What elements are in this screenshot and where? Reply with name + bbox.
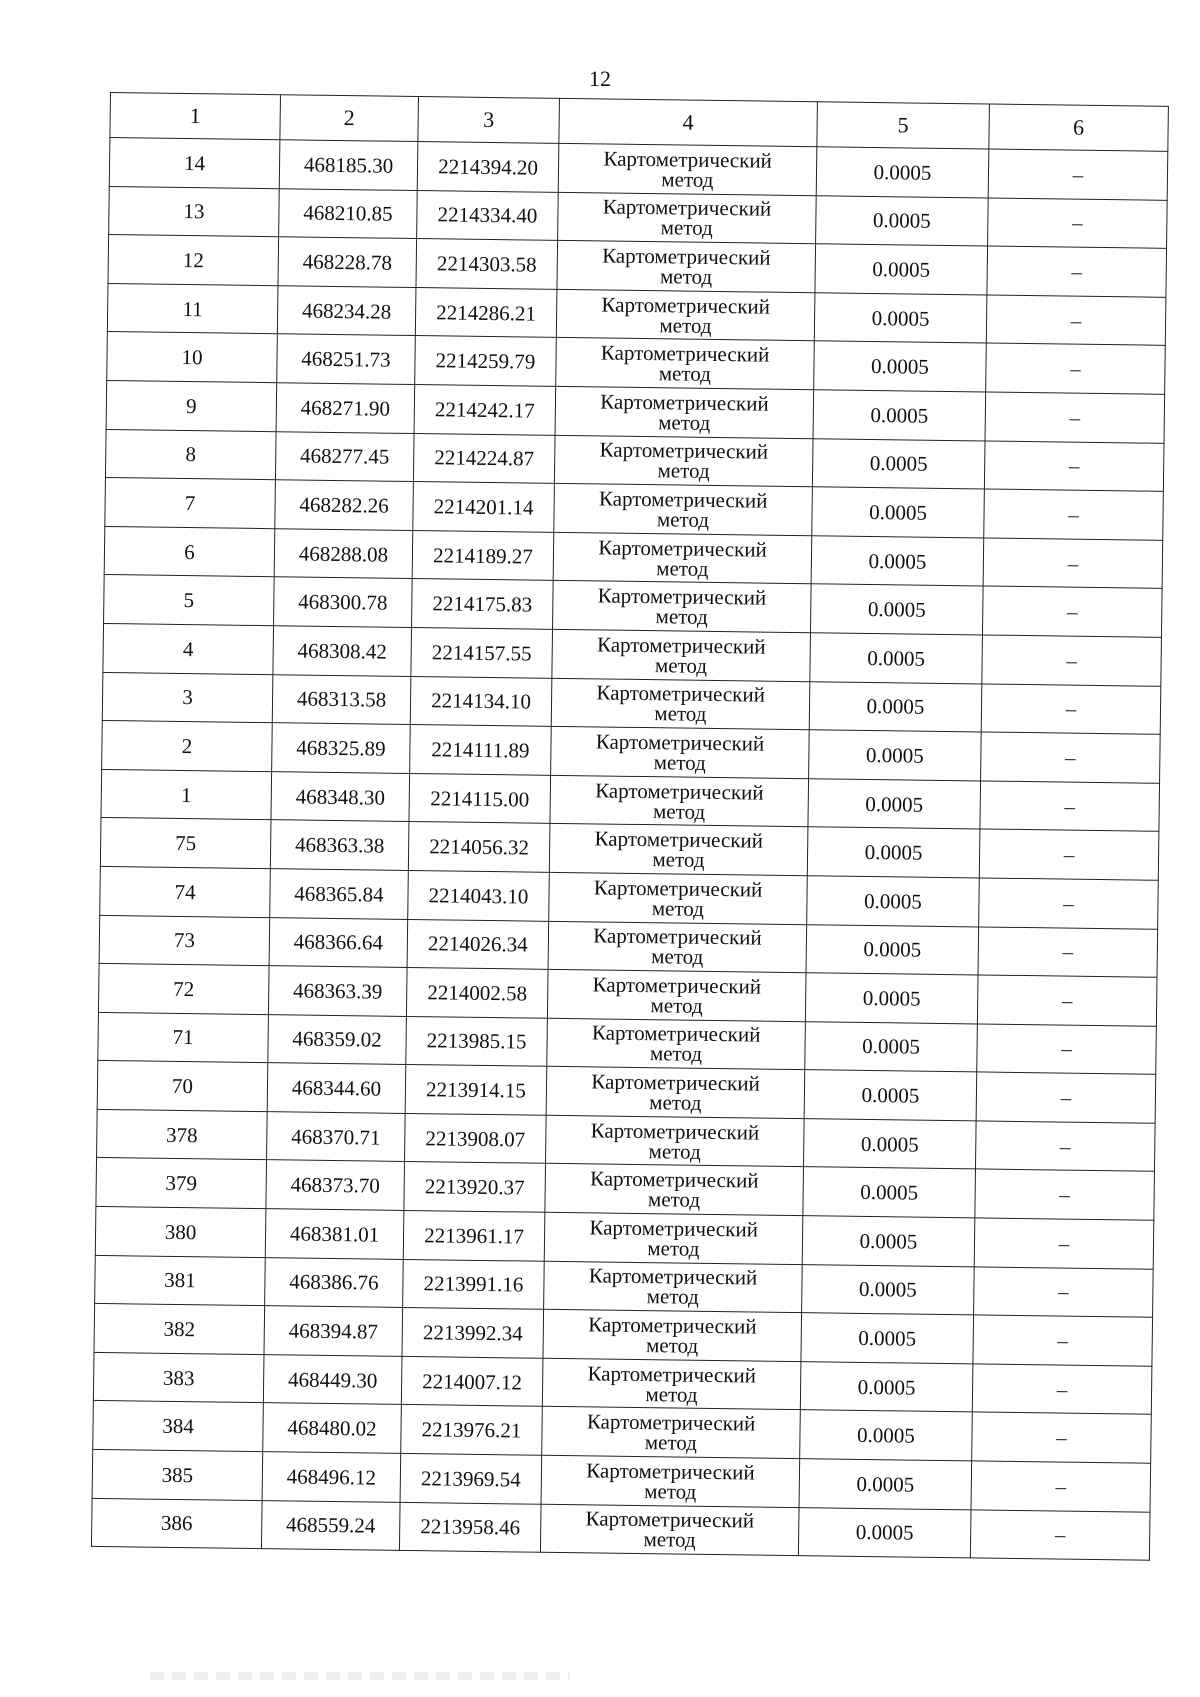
- accuracy-cell: 0.0005: [809, 681, 982, 732]
- method-text-line2: метод: [643, 1527, 696, 1553]
- accuracy-cell: 0.0005: [807, 876, 980, 927]
- point-number-cell: 386: [91, 1498, 262, 1549]
- method-text-line2: метод: [654, 701, 707, 727]
- point-number-cell: 5: [104, 575, 275, 626]
- x-coordinate-cell: 468325.89: [272, 723, 411, 773]
- method-text-line2: метод: [661, 167, 714, 192]
- method-text-line2: метод: [647, 1187, 701, 1213]
- method-text-line1: Картометрический: [585, 1506, 755, 1533]
- point-number-cell: 72: [98, 964, 269, 1015]
- y-coordinate-cell: 2214175.83: [412, 579, 554, 629]
- point-number-cell: 8: [105, 429, 276, 480]
- method-text-line1: Картометрический: [589, 1166, 759, 1193]
- y-coordinate-cell: 2214007.12: [401, 1356, 543, 1406]
- x-coordinate-cell: 468394.87: [264, 1306, 403, 1356]
- method-text-line1: Картометрический: [598, 534, 767, 562]
- accuracy-cell: 0.0005: [802, 1216, 975, 1267]
- method-text-line2: метод: [653, 750, 706, 775]
- faint-bleed-through-mark: [150, 1672, 570, 1680]
- method-cell: [540, 1504, 799, 1556]
- accuracy-cell: 0.0005: [805, 973, 978, 1024]
- y-coordinate-cell: 2213969.54: [400, 1453, 542, 1503]
- method-text-line2: метод: [656, 555, 709, 581]
- method-text-line2: метод: [657, 458, 710, 484]
- note-cell: –: [979, 829, 1159, 880]
- y-coordinate-cell: 2214026.34: [407, 919, 549, 969]
- y-coordinate-cell: 2214224.87: [413, 433, 555, 483]
- x-coordinate-cell: 468228.78: [278, 237, 417, 287]
- accuracy-cell: 0.0005: [807, 827, 980, 878]
- method-text-line2: метод: [651, 944, 704, 970]
- accuracy-cell: 0.0005: [814, 341, 987, 392]
- method-text-line2: метод: [644, 1478, 697, 1504]
- point-number-cell: 4: [103, 623, 274, 674]
- accuracy-cell: 0.0005: [814, 293, 987, 344]
- note-cell: –: [971, 1461, 1151, 1512]
- y-coordinate-cell: 2214303.58: [416, 239, 558, 289]
- note-cell: –: [976, 1072, 1156, 1123]
- x-coordinate-cell: 468271.90: [276, 383, 415, 433]
- method-text-line1: Картометрический: [598, 486, 768, 513]
- method-text-line2: метод: [649, 1090, 702, 1115]
- accuracy-cell: 0.0005: [803, 1119, 976, 1170]
- method-text-line1: Картометрический: [588, 1312, 757, 1339]
- point-number-cell: 381: [95, 1255, 266, 1306]
- x-coordinate-cell: 468386.76: [265, 1257, 404, 1307]
- accuracy-cell: 0.0005: [816, 147, 989, 198]
- note-cell: –: [974, 1267, 1154, 1318]
- accuracy-cell: 0.0005: [800, 1361, 973, 1412]
- note-cell: –: [988, 198, 1168, 249]
- note-cell: –: [982, 635, 1162, 686]
- y-coordinate-cell: 2214334.40: [417, 190, 559, 240]
- note-cell: –: [981, 683, 1161, 734]
- x-coordinate-cell: 468251.73: [277, 334, 416, 384]
- method-text-line2: метод: [655, 604, 708, 630]
- accuracy-cell: 0.0005: [800, 1410, 973, 1461]
- note-cell: –: [981, 732, 1161, 783]
- method-text-line1: Картометрический: [595, 777, 764, 805]
- method-cell: [558, 143, 817, 195]
- column-header-3: 3: [418, 97, 560, 144]
- method-cell: [550, 775, 809, 827]
- method-text-line1: Картометрический: [589, 1215, 759, 1242]
- point-number-cell: 10: [107, 332, 278, 383]
- point-number-cell: 73: [99, 915, 270, 966]
- method-text-line1: Картометрический: [592, 972, 762, 999]
- method-cell: [546, 1115, 805, 1167]
- y-coordinate-cell: 2213914.15: [405, 1065, 547, 1115]
- method-text-line1: Картометрический: [602, 194, 772, 222]
- x-coordinate-cell: 468363.39: [268, 966, 407, 1016]
- note-cell: –: [975, 1169, 1155, 1220]
- point-number-cell: 384: [93, 1401, 264, 1452]
- method-cell: [556, 338, 815, 390]
- accuracy-cell: 0.0005: [802, 1264, 975, 1315]
- y-coordinate-cell: 2214134.10: [410, 676, 552, 726]
- point-number-cell: 71: [98, 1012, 269, 1063]
- method-cell: [542, 1407, 801, 1459]
- method-text-line1: Картометрический: [594, 826, 764, 853]
- y-coordinate-cell: 2213976.21: [401, 1405, 543, 1455]
- method-cell: [554, 435, 813, 487]
- y-coordinate-cell: 2214201.14: [413, 482, 555, 532]
- y-coordinate-cell: 2213961.17: [403, 1211, 545, 1261]
- point-number-cell: 3: [102, 672, 273, 723]
- accuracy-cell: 0.0005: [805, 1021, 978, 1072]
- accuracy-cell: 0.0005: [816, 195, 989, 246]
- column-header-6: 6: [989, 104, 1169, 151]
- x-coordinate-cell: 468282.26: [275, 480, 414, 530]
- method-text-line2: метод: [647, 1235, 700, 1261]
- method-text-line2: метод: [656, 507, 710, 532]
- method-text-line2: метод: [645, 1381, 698, 1407]
- x-coordinate-cell: 468348.30: [271, 771, 410, 821]
- method-cell: [543, 1310, 802, 1362]
- method-cell: [549, 872, 808, 924]
- accuracy-cell: 0.0005: [811, 535, 984, 586]
- method-text-line1: Картометрический: [587, 1361, 757, 1388]
- method-text-line1: Картометрический: [593, 875, 763, 902]
- point-number-cell: 380: [95, 1206, 266, 1257]
- accuracy-cell: 0.0005: [812, 487, 985, 538]
- y-coordinate-cell: 2214286.21: [415, 287, 557, 337]
- accuracy-cell: 0.0005: [810, 584, 983, 635]
- accuracy-cell: 0.0005: [809, 730, 982, 781]
- accuracy-cell: 0.0005: [804, 1070, 977, 1121]
- accuracy-cell: 0.0005: [810, 633, 983, 684]
- note-cell: –: [986, 295, 1166, 346]
- point-number-cell: 378: [97, 1109, 268, 1160]
- point-number-cell: 12: [108, 235, 279, 286]
- x-coordinate-cell: 468449.30: [263, 1354, 402, 1404]
- method-text-line2: метод: [648, 1138, 701, 1164]
- method-text-line2: метод: [658, 409, 711, 435]
- point-number-cell: 14: [109, 138, 280, 189]
- table-body: [91, 93, 1168, 1561]
- method-text-line2: метод: [654, 652, 708, 678]
- y-coordinate-cell: 2213985.15: [406, 1016, 548, 1066]
- point-number-cell: 13: [109, 186, 280, 237]
- accuracy-cell: 0.0005: [808, 778, 981, 829]
- method-text-line1: Картометрический: [597, 583, 767, 610]
- method-text-line2: метод: [649, 1041, 703, 1067]
- x-coordinate-cell: 468308.42: [273, 626, 412, 676]
- note-cell: –: [984, 489, 1164, 540]
- x-coordinate-cell: 468277.45: [275, 431, 414, 481]
- method-cell: [544, 1261, 803, 1313]
- method-cell: [553, 581, 812, 633]
- accuracy-cell: 0.0005: [806, 924, 979, 975]
- y-coordinate-cell: 2214242.17: [414, 384, 556, 434]
- method-text-line1: Картометрический: [586, 1458, 755, 1485]
- x-coordinate-cell: 468381.01: [265, 1209, 404, 1259]
- column-header-1: 1: [110, 93, 281, 140]
- method-text-line1: Картометрический: [591, 1020, 761, 1048]
- method-text-line1: Картометрический: [600, 340, 770, 367]
- y-coordinate-cell: 2213958.46: [399, 1502, 541, 1552]
- method-cell: [551, 726, 810, 778]
- note-cell: –: [970, 1510, 1150, 1561]
- x-coordinate-cell: 468234.28: [277, 285, 416, 335]
- note-cell: –: [972, 1364, 1152, 1415]
- point-number-cell: 1: [101, 769, 272, 820]
- x-coordinate-cell: 468366.64: [269, 917, 408, 967]
- y-coordinate-cell: 2213992.34: [402, 1308, 544, 1358]
- y-coordinate-cell: 2214259.79: [415, 336, 557, 386]
- method-cell: [541, 1455, 800, 1507]
- y-coordinate-cell: 2214002.58: [406, 968, 548, 1018]
- method-text-line2: метод: [659, 264, 713, 289]
- point-number-cell: 382: [94, 1304, 265, 1355]
- method-cell: [549, 824, 808, 876]
- method-text-line1: Картометрический: [599, 437, 769, 465]
- y-coordinate-cell: 2214394.20: [417, 142, 559, 192]
- method-text-line1: Картометрический: [600, 389, 769, 416]
- y-coordinate-cell: 2213908.07: [405, 1113, 547, 1163]
- method-cell: [554, 484, 813, 536]
- method-cell: [558, 192, 817, 244]
- method-cell: [545, 1164, 804, 1216]
- method-text-line2: метод: [652, 798, 706, 824]
- accuracy-cell: 0.0005: [812, 438, 985, 489]
- method-text-line1: Картометрический: [603, 146, 773, 173]
- x-coordinate-cell: 468300.78: [274, 577, 413, 627]
- x-coordinate-cell: 468288.08: [274, 528, 413, 578]
- note-cell: –: [982, 586, 1162, 637]
- coordinates-table: [91, 92, 1169, 1561]
- method-cell: [544, 1212, 803, 1264]
- method-text-line1: Картометрический: [591, 1069, 760, 1096]
- x-coordinate-cell: 468344.60: [267, 1063, 406, 1113]
- column-header-5: 5: [817, 102, 990, 149]
- x-coordinate-cell: 468480.02: [263, 1403, 402, 1453]
- point-number-cell: 383: [93, 1352, 264, 1403]
- note-cell: –: [977, 975, 1157, 1026]
- accuracy-cell: 0.0005: [803, 1167, 976, 1218]
- point-number-cell: 9: [106, 380, 277, 431]
- note-cell: –: [974, 1218, 1154, 1269]
- method-text-line1: Картометрический: [602, 243, 771, 270]
- point-number-cell: 11: [107, 283, 278, 334]
- method-text-line1: Картометрический: [595, 729, 765, 756]
- method-text-line1: Картометрический: [590, 1118, 760, 1145]
- y-coordinate-cell: 2214157.55: [411, 627, 553, 677]
- method-cell: [548, 921, 807, 973]
- x-coordinate-cell: 468496.12: [262, 1452, 401, 1502]
- accuracy-cell: 0.0005: [801, 1313, 974, 1364]
- method-text-line1: Картометрический: [596, 632, 766, 659]
- method-text-line1: Картометрический: [593, 923, 762, 950]
- point-number-cell: 6: [104, 526, 275, 577]
- coordinates-table-wrapper: [91, 92, 1168, 1561]
- accuracy-cell: 0.0005: [813, 390, 986, 441]
- page-number: 12: [589, 66, 611, 91]
- x-coordinate-cell: 468559.24: [261, 1500, 400, 1550]
- y-coordinate-cell: 2214043.10: [408, 870, 550, 920]
- note-cell: –: [987, 246, 1167, 297]
- x-coordinate-cell: 468365.84: [270, 869, 409, 919]
- method-text-line1: Картометрический: [588, 1263, 758, 1291]
- note-cell: –: [986, 343, 1166, 394]
- note-cell: –: [973, 1315, 1153, 1366]
- method-text-line2: метод: [659, 312, 712, 338]
- x-coordinate-cell: 468363.38: [270, 820, 409, 870]
- method-text-line1: Картометрический: [601, 292, 771, 319]
- x-coordinate-cell: 468359.02: [268, 1014, 407, 1064]
- y-coordinate-cell: 2214189.27: [412, 530, 554, 580]
- y-coordinate-cell: 2213920.37: [404, 1162, 546, 1212]
- method-cell: [556, 289, 815, 341]
- y-coordinate-cell: 2213991.16: [403, 1259, 545, 1309]
- method-text-line1: Картометрический: [586, 1409, 756, 1436]
- method-cell: [547, 969, 806, 1021]
- note-cell: –: [980, 781, 1160, 832]
- note-cell: –: [984, 441, 1164, 492]
- method-cell: [552, 629, 811, 681]
- column-header-4: 4: [559, 98, 818, 146]
- note-cell: –: [975, 1121, 1155, 1172]
- method-cell: [542, 1358, 801, 1410]
- accuracy-cell: 0.0005: [799, 1459, 972, 1510]
- note-cell: –: [985, 392, 1165, 443]
- point-number-cell: 385: [92, 1449, 263, 1500]
- method-text-line2: метод: [652, 847, 705, 872]
- method-text-line2: метод: [651, 895, 705, 921]
- method-text-line2: метод: [646, 1284, 699, 1310]
- method-cell: [553, 532, 812, 584]
- point-number-cell: 379: [96, 1158, 267, 1209]
- method-text-line2: метод: [660, 215, 713, 241]
- method-cell: [546, 1067, 805, 1119]
- method-cell: [555, 386, 814, 438]
- point-number-cell: 74: [100, 866, 271, 917]
- method-text-line2: метод: [650, 993, 703, 1018]
- y-coordinate-cell: 2214056.32: [408, 822, 550, 872]
- x-coordinate-cell: 468370.71: [267, 1112, 406, 1162]
- note-cell: –: [978, 926, 1158, 977]
- point-number-cell: 70: [97, 1061, 268, 1112]
- accuracy-cell: 0.0005: [798, 1507, 971, 1558]
- method-text-line2: метод: [658, 361, 712, 387]
- x-coordinate-cell: 468313.58: [272, 674, 411, 724]
- point-number-cell: 75: [100, 818, 271, 869]
- point-number-cell: 2: [102, 721, 273, 772]
- note-cell: –: [983, 538, 1163, 589]
- y-coordinate-cell: 2214111.89: [410, 725, 552, 775]
- note-cell: –: [972, 1412, 1152, 1463]
- y-coordinate-cell: 2214115.00: [409, 773, 551, 823]
- method-text-line2: метод: [644, 1430, 698, 1456]
- method-text-line1: Картометрический: [596, 680, 766, 707]
- accuracy-cell: 0.0005: [815, 244, 988, 295]
- point-number-cell: 7: [105, 478, 276, 529]
- method-cell: [551, 678, 810, 730]
- method-cell: [547, 1018, 806, 1070]
- note-cell: –: [988, 149, 1168, 200]
- x-coordinate-cell: 468185.30: [279, 140, 418, 190]
- note-cell: –: [977, 1024, 1157, 1075]
- method-cell: [557, 241, 816, 293]
- note-cell: –: [979, 878, 1159, 929]
- x-coordinate-cell: 468373.70: [266, 1160, 405, 1210]
- x-coordinate-cell: 468210.85: [279, 188, 418, 238]
- column-header-2: 2: [280, 95, 419, 142]
- method-text-line2: метод: [645, 1333, 699, 1358]
